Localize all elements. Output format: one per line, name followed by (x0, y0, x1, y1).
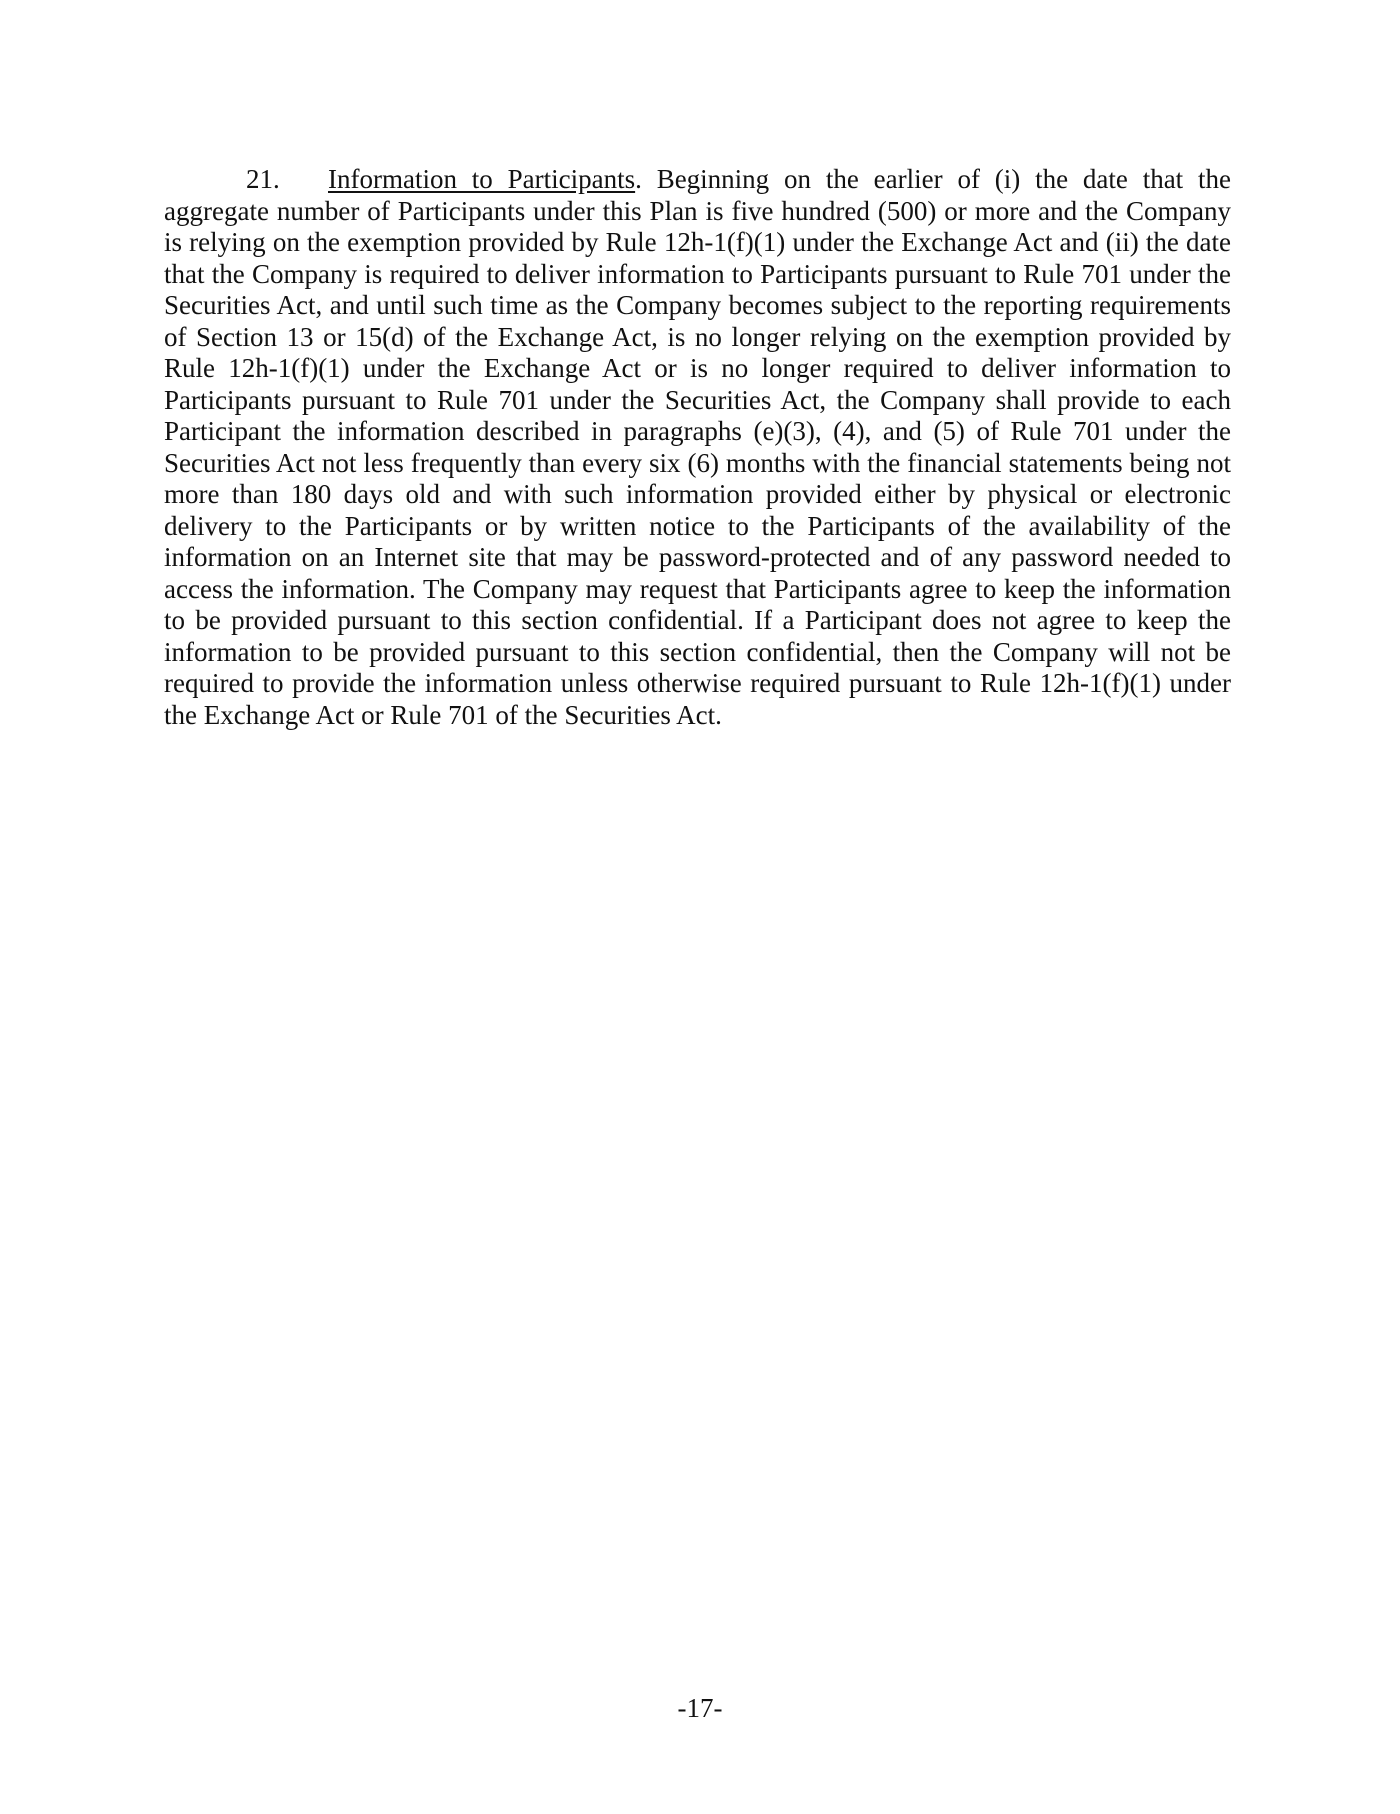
section-number: 21. (246, 164, 280, 194)
section-heading: Information to Participants (328, 164, 636, 194)
section-21-paragraph (164, 164, 1231, 731)
heading-punctuation: . (635, 164, 642, 194)
section-body-text: Beginning on the earlier of (i) the date that the aggregate number of Participants under this Plan is five hundred (500) or more and the Company is relying on the exemption provided by Rule 12h-1(f)(1) under the Exchange Act and (ii) the date that the Company is required to deliver information to Participants pursuant to Rule 701 under the Securities Act, and until such time as the Company becomes subject to the reporting requirements of Section 13 or 15(d) of the Exchange Act, is no longer relying on the exemption provided by Rule 12h-1(f)(1) under the Exchange Act or is no longer required to deliver information to Participants pursuant to Rule 701 under the Securities Act, the Company shall provide to each Participant the information described in paragraphs (e)(3), (4), and (5) of Rule 701 under the Securities Act not less frequently than every six (6) months with the financial statements being not more than 180 days old and with such information provided either by physical or electronic delivery to the Participants or by written notice to the Participants of the availability of the information on an Internet site that may be password-protected and of any password needed to access the information. The Company may request that Participants agree to keep the information to be provided pursuant to this section confidential. If a Participant does not agree to keep the information to be provided pursuant to this section confidential, then the Company will not be required to provide the information unless otherwise required pursuant to Rule 12h-1(f)(1) under the Exchange Act or Rule 701 of the Securities Act. (164, 164, 1231, 730)
page-number: -17- (677, 1693, 723, 1723)
